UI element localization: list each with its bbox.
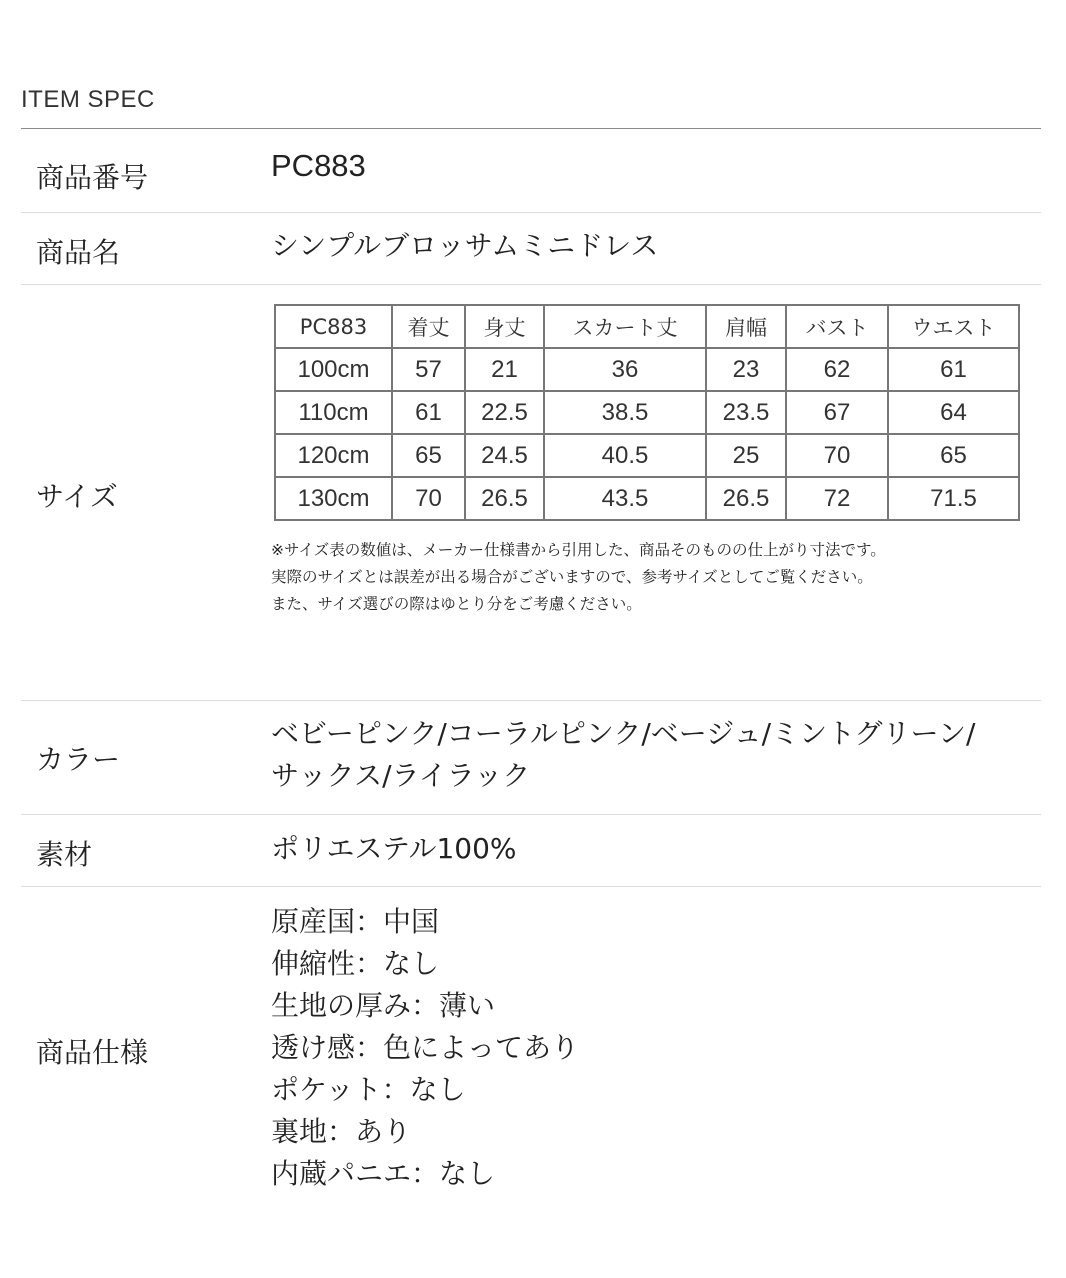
color-value <box>271 713 975 797</box>
size-table-cell: 25 <box>706 434 786 477</box>
size-table-cell: 65 <box>392 434 465 477</box>
size-table-cell: 62 <box>786 348 888 391</box>
size-table-cell: 61 <box>392 391 465 434</box>
color-value-line: サックス/ライラック <box>271 759 531 792</box>
spec-row-product-name <box>21 213 1041 285</box>
size-table-cell: 64 <box>888 391 1019 434</box>
size-table-cell: 26.5 <box>706 477 786 520</box>
size-table-row <box>275 348 1019 391</box>
color-value-line: ベビーピンク/コーラルピンク/ベージュ/ミントグリーン/ <box>271 717 976 750</box>
size-table-row <box>275 391 1019 434</box>
size-table-header: スカート丈 <box>544 305 706 348</box>
spec-row-size <box>21 285 1041 701</box>
size-table-cell: 70 <box>392 477 465 520</box>
size-table-cell: 57 <box>392 348 465 391</box>
size-table-row <box>275 434 1019 477</box>
size-label: サイズ <box>36 480 118 513</box>
size-table-cell: 72 <box>786 477 888 520</box>
size-table-header-row <box>275 305 1019 348</box>
size-note-line: また、サイズ選びの際はゆとり分をご考慮ください。 <box>271 595 642 613</box>
details-value <box>271 901 579 1195</box>
details-line: 裏地：あり <box>271 1115 412 1148</box>
size-table-row <box>275 477 1019 520</box>
details-line: 原産国：中国 <box>271 905 440 938</box>
material-value: ポリエステル100% <box>271 832 517 865</box>
size-note-line: 実際のサイズとは誤差が出る場合がございますので、参考サイズとしてご覧ください。 <box>271 568 873 586</box>
details-line: 内蔵パニエ：なし <box>271 1157 496 1190</box>
size-note-line: ※サイズ表の数値は、メーカー仕様書から引用した、商品そのものの仕上がり寸法です。 <box>271 541 886 559</box>
product-name-value: シンプルブロッサムミニドレス <box>271 229 659 262</box>
color-label: カラー <box>36 743 121 776</box>
size-table-cell: 67 <box>786 391 888 434</box>
details-label: 商品仕様 <box>36 1036 149 1069</box>
size-table-cell: 21 <box>465 348 544 391</box>
details-line: ポケット：なし <box>271 1073 466 1106</box>
size-note <box>271 537 886 618</box>
product-name-label: 商品名 <box>36 236 121 269</box>
material-label: 素材 <box>36 838 93 871</box>
size-table-cell: 100cm <box>275 348 392 391</box>
details-line: 伸縮性：なし <box>271 947 440 980</box>
size-table-cell: 110cm <box>275 391 392 434</box>
size-table <box>274 304 1020 521</box>
size-table-cell: 61 <box>888 348 1019 391</box>
size-table-header: 着丈 <box>392 305 465 348</box>
spec-row-color <box>21 701 1041 815</box>
section-title: ITEM SPEC <box>21 86 155 113</box>
size-table-cell: 71.5 <box>888 477 1019 520</box>
size-table-cell: 70 <box>786 434 888 477</box>
size-table-cell: 23.5 <box>706 391 786 434</box>
size-table-cell: 65 <box>888 434 1019 477</box>
size-table-cell: 36 <box>544 348 706 391</box>
size-table-header: 身丈 <box>465 305 544 348</box>
size-table-cell: 26.5 <box>465 477 544 520</box>
size-table-cell: 38.5 <box>544 391 706 434</box>
spec-row-product-number <box>21 130 1041 213</box>
size-table-header: 肩幅 <box>706 305 786 348</box>
details-line: 生地の厚み：薄い <box>271 989 496 1022</box>
section-divider <box>21 128 1041 129</box>
size-table-cell: 40.5 <box>544 434 706 477</box>
size-table-header: ウエスト <box>888 305 1019 348</box>
product-number-label: 商品番号 <box>36 161 149 194</box>
size-table-cell: 120cm <box>275 434 392 477</box>
spec-row-material <box>21 815 1041 887</box>
size-table-header: バスト <box>786 305 888 348</box>
size-table-cell: 22.5 <box>465 391 544 434</box>
product-number-value: PC883 <box>271 148 366 183</box>
spec-row-details <box>21 887 1041 1197</box>
size-table-cell: 130cm <box>275 477 392 520</box>
size-table-cell: 43.5 <box>544 477 706 520</box>
size-table-header: PC883 <box>275 305 392 348</box>
details-line: 透け感：色によってあり <box>271 1031 580 1064</box>
size-table-cell: 24.5 <box>465 434 544 477</box>
size-table-cell: 23 <box>706 348 786 391</box>
